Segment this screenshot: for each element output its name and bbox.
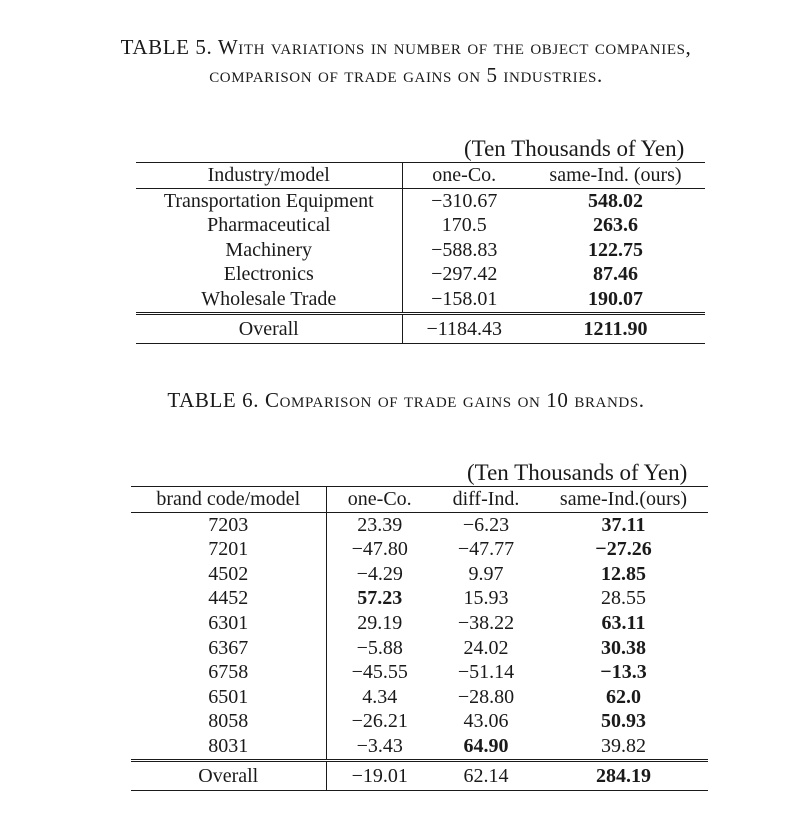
table6-header-diff-ind: diff-Ind. (433, 487, 539, 513)
table5-header-row (136, 163, 705, 189)
one-co-value: −158.01 (402, 287, 526, 313)
table5-caption-line2: comparison of trade gains on 5 industries. (209, 63, 603, 87)
one-co-value: 29.19 (357, 611, 403, 634)
table6-unit-label: (Ten Thousands of Yen) (467, 460, 688, 485)
diff-ind-value: 62.14 (433, 760, 539, 790)
table-row (131, 709, 708, 734)
table6-caption (0, 386, 812, 414)
brand-code: 7201 (131, 537, 326, 562)
table5-header-industry: Industry/model (136, 163, 402, 189)
one-co-value: −47.80 (351, 538, 408, 561)
one-co-value: −1184.43 (402, 313, 526, 343)
table-row (131, 512, 708, 537)
same-ind-value: 122.75 (588, 238, 643, 261)
brand-code: 7203 (131, 512, 326, 537)
table-row (131, 562, 708, 587)
table5-header-same-ind: same-Ind. (ours) (526, 163, 705, 189)
table-row (131, 685, 708, 710)
table-row (131, 586, 708, 611)
one-co-value: −297.42 (431, 263, 498, 286)
diff-ind-value: 64.90 (433, 734, 539, 760)
industry-name: Wholesale Trade (136, 287, 402, 313)
one-co-value: −26.21 (351, 710, 408, 733)
table-row (131, 537, 708, 562)
one-co-value: −588.83 (431, 238, 498, 261)
same-ind-value: 190.07 (526, 287, 705, 313)
table6-overall-row (131, 760, 708, 790)
brand-code: 8058 (131, 709, 326, 734)
one-co-value: −3.43 (326, 734, 433, 760)
one-co-value: 23.39 (357, 513, 403, 536)
table5-unit-label: (Ten Thousands of Yen) (464, 136, 685, 161)
diff-ind-value: 9.97 (468, 562, 504, 585)
table-row (136, 188, 705, 213)
overall-label: Overall (136, 313, 402, 343)
table5-header-one-co: one-Co. (402, 163, 526, 189)
table6-header-one-co: one-Co. (326, 487, 433, 513)
diff-ind-value: 15.93 (463, 587, 509, 610)
one-co-value: 170.5 (441, 214, 487, 237)
table-row (136, 238, 705, 263)
diff-ind-value: −38.22 (457, 611, 515, 634)
industry-name: Electronics (136, 262, 402, 287)
table6-header-row (131, 487, 708, 513)
diff-ind-value: 24.02 (463, 636, 509, 659)
table5-caption (0, 33, 812, 89)
same-ind-value: 12.85 (601, 562, 646, 585)
same-ind-value: 284.19 (539, 760, 708, 790)
same-ind-value: 63.11 (601, 611, 646, 634)
table5 (136, 162, 705, 344)
table-row (136, 213, 705, 238)
table-row (131, 660, 708, 685)
diff-ind-value: −6.23 (462, 513, 510, 536)
brand-code: 6501 (131, 685, 326, 710)
table5-caption-line1: TABLE 5. With variations in number of the object companies, (120, 35, 692, 59)
same-ind-value: 28.55 (601, 587, 646, 610)
one-co-value: 4.34 (362, 685, 398, 708)
same-ind-value: −13.3 (600, 661, 647, 684)
industry-name: Pharmaceutical (136, 213, 402, 238)
diff-ind-value: −28.80 (457, 685, 515, 708)
same-ind-value: 50.93 (601, 710, 646, 733)
table-row (131, 734, 708, 760)
same-ind-value: 263.6 (593, 214, 638, 237)
table-row (136, 287, 705, 313)
industry-name: Transportation Equipment (136, 188, 402, 213)
overall-label: Overall (131, 760, 326, 790)
table6-caption-line: TABLE 6. Comparison of trade gains on 10 brands. (167, 388, 645, 412)
brand-code: 6301 (131, 611, 326, 636)
same-ind-value: 1211.90 (526, 313, 705, 343)
same-ind-value: 39.82 (539, 734, 708, 760)
table6-header-brand: brand code/model (131, 487, 326, 513)
diff-ind-value: −51.14 (457, 661, 515, 684)
table6 (131, 486, 708, 791)
one-co-value: −5.88 (356, 636, 403, 659)
one-co-value: −310.67 (431, 189, 498, 212)
brand-code: 4502 (131, 562, 326, 587)
one-co-value: −45.55 (351, 661, 408, 684)
brand-code: 6758 (131, 660, 326, 685)
same-ind-value: −27.26 (595, 538, 652, 561)
one-co-value: 57.23 (357, 587, 403, 610)
diff-ind-value: −47.77 (457, 538, 515, 561)
table6-header-same-ind: same-Ind.(ours) (539, 487, 708, 513)
same-ind-value: 62.0 (606, 685, 641, 708)
same-ind-value: 30.38 (601, 636, 646, 659)
table-row (131, 636, 708, 661)
brand-code: 6367 (131, 636, 326, 661)
same-ind-value: 548.02 (588, 189, 643, 212)
table-row (136, 262, 705, 287)
brand-code: 4452 (131, 586, 326, 611)
one-co-value: −19.01 (326, 760, 433, 790)
table5-overall-row (136, 313, 705, 343)
industry-name: Machinery (136, 238, 402, 263)
diff-ind-value: 43.06 (463, 710, 509, 733)
table-row (131, 611, 708, 636)
one-co-value: −4.29 (356, 562, 403, 585)
same-ind-value: 87.46 (593, 263, 638, 286)
same-ind-value: 37.11 (601, 513, 646, 536)
brand-code: 8031 (131, 734, 326, 760)
